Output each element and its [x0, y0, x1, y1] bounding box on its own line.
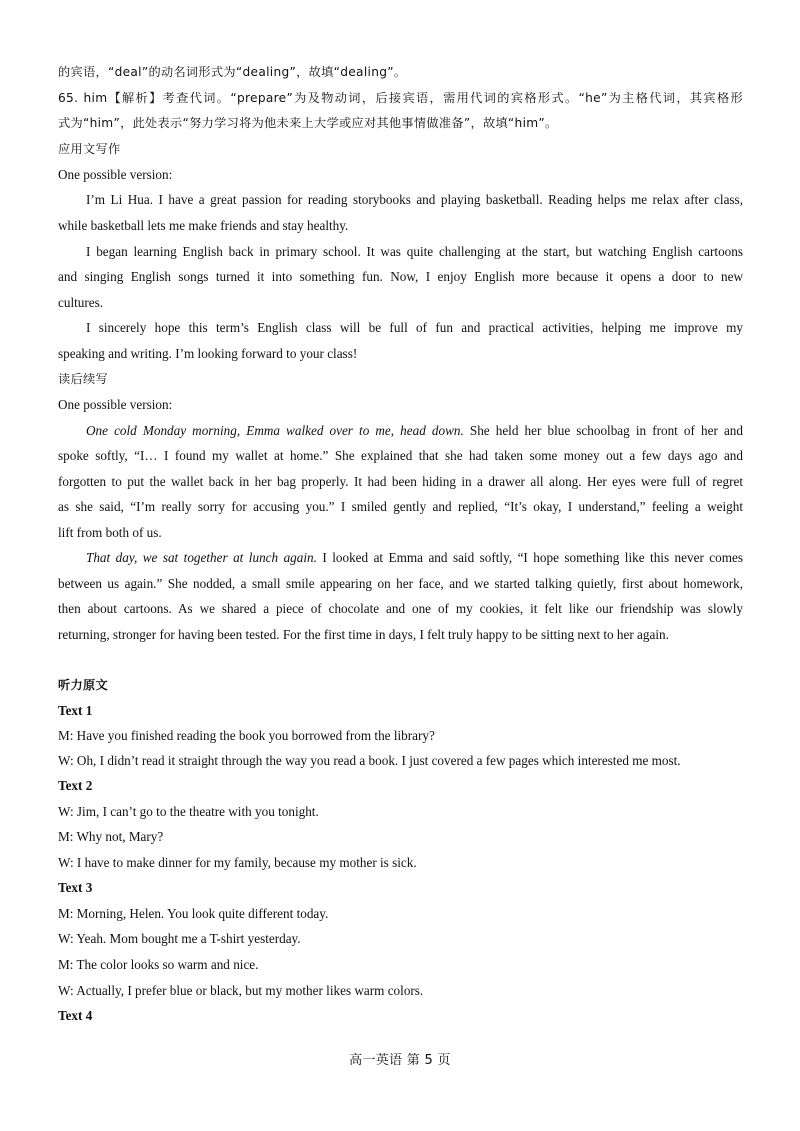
dialogue-line: W: Actually, I prefer blue or black, but my mother likes warm colors.: [58, 983, 424, 998]
paragraph-text: I looked at Emma and said softly, “I hope something like this never comes: [316, 550, 743, 565]
page-footer: 高一英语 第 5 页: [349, 1053, 451, 1068]
answer-65-cont: 式为“him”，此处表示“努力学习将为他未来上大学或应对其他事情做准备”，故填“him”。: [58, 116, 558, 130]
answer-65: 65. him【解析】考查代词。“prepare”为及物动词，后接宾语，需用代词的宾格形式。“he”为主格代词，其宾格形: [58, 91, 743, 105]
section-heading-continuation-writing: 读后续写: [58, 372, 108, 386]
section-heading-listening: 听力原文: [58, 678, 108, 692]
text-label: Text 3: [58, 880, 93, 895]
paragraph-line: cultures.: [58, 295, 104, 310]
paragraph-line: returning, stronger for having been tested. For the first time in days, I felt truly happy to be sitting next to her again.: [58, 627, 669, 642]
paragraph-line: spoke softly, “I… I found my wallet at home.” She explained that she had taken some money out a few days ago and: [58, 448, 743, 463]
text-label: Text 4: [58, 1008, 93, 1023]
dialogue-line: M: Why not, Mary?: [58, 829, 164, 844]
dialogue-line: M: Have you finished reading the book you borrowed from the library?: [58, 728, 435, 743]
paragraph-line: forgotten to put the wallet back in her bag properly. It had been hiding in a drawer all along. Her eyes were full of regret: [58, 474, 743, 489]
paragraph-line: while basketball lets me make friends and stay healthy.: [58, 218, 349, 233]
paragraph-text: She held her blue schoolbag in front of her and: [463, 423, 743, 438]
dialogue-line: W: Jim, I can’t go to the theatre with you tonight.: [58, 804, 319, 819]
paragraph-line: I’m Li Hua. I have a great passion for reading storybooks and playing basketball. Reading helps me relax after class,: [86, 192, 743, 207]
paragraph-line: then about cartoons. As we shared a piece of chocolate and one of my cookies, it felt like our friendship was slowly: [58, 601, 743, 616]
paragraph-line: I began learning English back in primary school. It was quite challenging at the start, but watching English cartoons: [86, 244, 743, 259]
paragraph-line: I sincerely hope this term’s English class will be full of fun and practical activities, helping me improve my: [86, 320, 743, 335]
dialogue-line: W: Oh, I didn’t read it straight through the way you read a book. I just covered a few pages which interested me most.: [58, 753, 681, 768]
paragraph-line: [86, 422, 743, 440]
answer-line-prev: 的宾语，“deal”的动名词形式为“dealing”，故填“dealing”。: [58, 65, 407, 79]
dialogue-line: W: I have to make dinner for my family, because my mother is sick.: [58, 855, 417, 870]
paragraph-line: and singing English songs turned it into something fun. Now, I enjoy English more because it opens a door to new: [58, 269, 743, 284]
paragraph-line: between us again.” She nodded, a small smile appearing on her face, and we started talking quietly, first about homework,: [58, 576, 743, 591]
dialogue-line: M: Morning, Helen. You look quite different today.: [58, 906, 329, 921]
paragraph-line: [86, 549, 743, 567]
version-label: One possible version:: [58, 167, 173, 182]
given-opening-sentence: One cold Monday morning, Emma walked over to me, head down.: [86, 423, 464, 438]
paragraph-line: speaking and writing. I’m looking forward to your class!: [58, 346, 358, 361]
paragraph-line: lift from both of us.: [58, 525, 162, 540]
paragraph-line: as she said, “I’m really sorry for accusing you.” I smiled gently and replied, “It’s okay, I understand,” feeling a weight: [58, 499, 743, 514]
dialogue-line: W: Yeah. Mom bought me a T-shirt yesterday.: [58, 931, 301, 946]
given-opening-sentence: That day, we sat together at lunch again.: [86, 550, 317, 565]
version-label: One possible version:: [58, 397, 173, 412]
dialogue-line: M: The color looks so warm and nice.: [58, 957, 259, 972]
section-heading-applied-writing: 应用文写作: [58, 142, 121, 156]
text-label: Text 1: [58, 703, 93, 718]
text-label: Text 2: [58, 778, 93, 793]
